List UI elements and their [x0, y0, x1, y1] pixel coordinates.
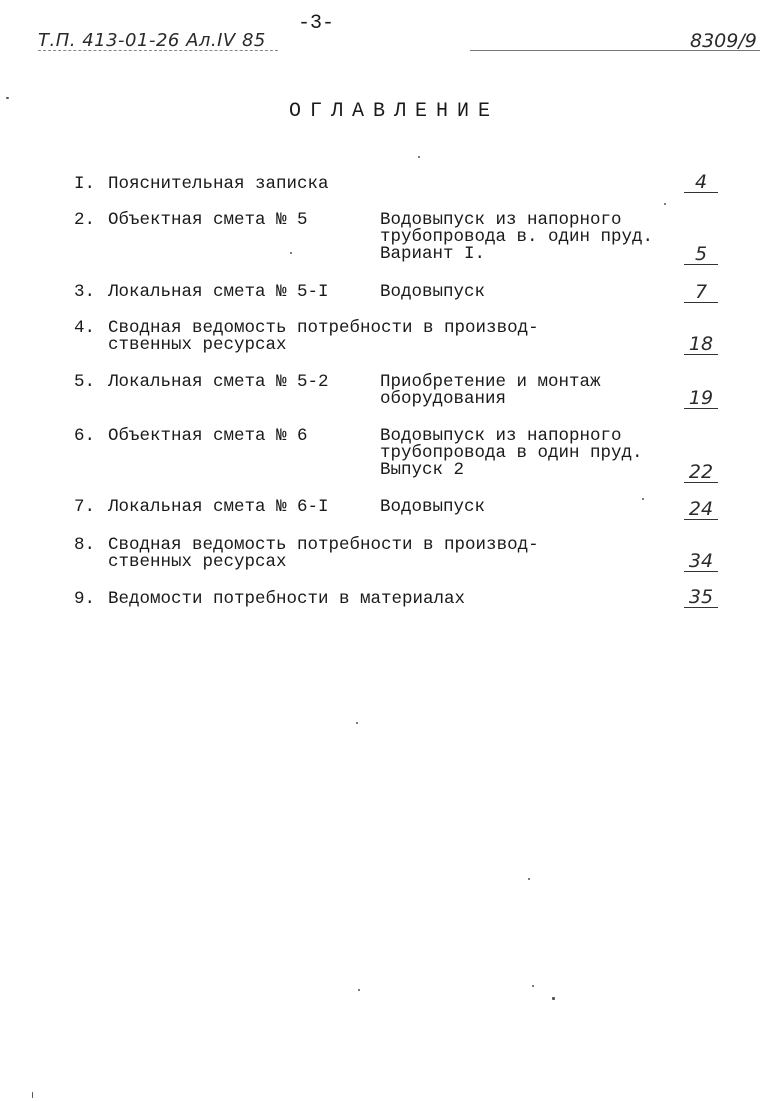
scan-speck — [356, 722, 358, 724]
entry-number: 8. — [74, 535, 96, 555]
entry-number: 5. — [74, 372, 96, 392]
entry-detail: Водовыпуск — [380, 282, 486, 302]
entry-title: Объектная смета № 5 — [108, 210, 308, 230]
scan-speck — [664, 203, 666, 205]
scan-speck — [532, 985, 534, 987]
entry-title: Сводная ведомость потребности в производ- ственных ресурсах — [108, 535, 539, 572]
scan-speck — [32, 1092, 33, 1098]
entry-number: I. — [74, 174, 96, 194]
scan-speck — [552, 997, 555, 1000]
entry-page: 22 — [684, 462, 718, 483]
entry-page: 24 — [684, 499, 718, 520]
entry-page: 19 — [684, 388, 718, 409]
entry-title: Локальная смета № 6-I — [108, 497, 329, 517]
entry-detail: Водовыпуск — [380, 497, 486, 517]
entry-detail: Водовыпуск из напорного трубопровода в один пруд. Выпуск 2 — [380, 426, 643, 480]
entry-number: 3. — [74, 282, 96, 302]
document-code-underline — [38, 50, 278, 51]
entry-title: Сводная ведомость потребности в производ- ственных ресурсах — [108, 318, 539, 355]
entry-title: Объектная смета № 6 — [108, 426, 308, 446]
scan-speck — [418, 156, 420, 158]
entry-detail: Приобретение и монтаж оборудования — [380, 372, 601, 409]
document-code: Т.П. 413-01-26 Ал.IV 85 — [38, 30, 266, 51]
entry-title: Ведомости потребности в материалах — [108, 589, 466, 609]
scan-speck — [358, 989, 360, 991]
scan-speck — [6, 97, 9, 99]
entry-title: Локальная смета № 5-2 — [108, 372, 329, 392]
scan-speck — [642, 498, 644, 500]
entry-page: 35 — [684, 587, 718, 608]
scan-speck — [528, 878, 530, 880]
entry-title: Пояснительная записка — [108, 174, 329, 194]
entry-number: 6. — [74, 426, 96, 446]
entry-page: 34 — [684, 551, 718, 572]
scan-speck — [290, 252, 292, 254]
page-number: -3- — [298, 12, 335, 35]
entry-number: 7. — [74, 497, 96, 517]
entry-page: 18 — [684, 334, 718, 355]
entry-title: Локальная смета № 5-I — [108, 282, 329, 302]
entry-number: 9. — [74, 589, 96, 609]
entry-page: 4 — [684, 172, 718, 193]
entry-number: 2. — [74, 210, 96, 230]
entry-number: 4. — [74, 318, 96, 338]
sheet-number: 8309/9 — [690, 30, 757, 52]
entry-page: 7 — [684, 282, 718, 303]
entry-detail: Водовыпуск из напорного трубопровода в. один пруд. Вариант I. — [380, 210, 654, 264]
toc-title: ОГЛАВЛЕНИЕ — [288, 100, 500, 123]
sheet-number-underline — [470, 50, 760, 51]
entry-page: 5 — [684, 244, 718, 265]
